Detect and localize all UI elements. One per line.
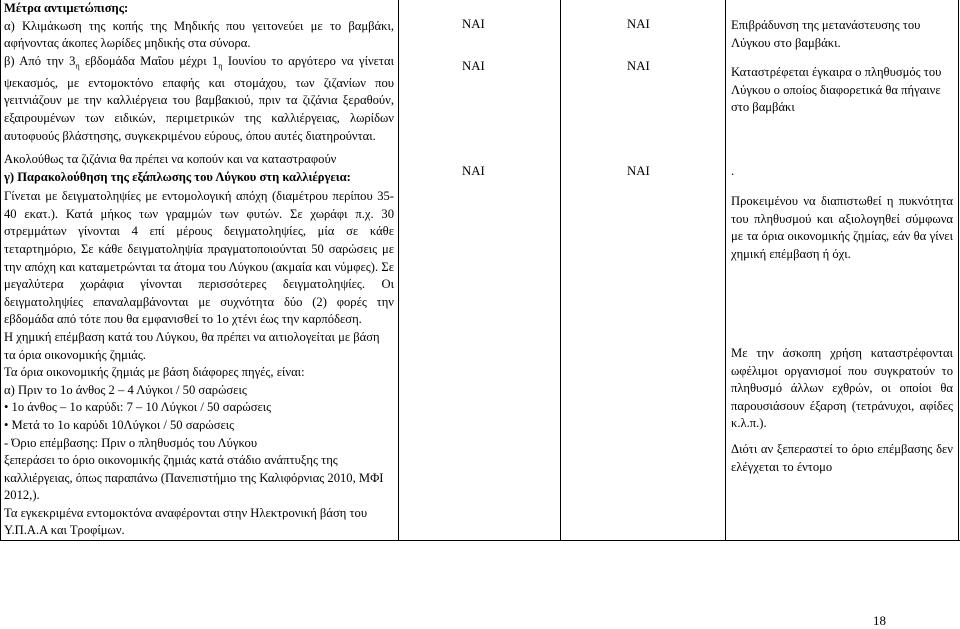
- effect-4: Με την άσκοπη χρήση καταστρέφονται ωφέλιμοι οργανισμοί που συγκρατούν το πληθυσμό άλλων εχθρών, οι οποίοι θα παρουσιάσουν έξαρση (τετράνυχοι, αφίδες κ.λ.π.).: [731, 346, 953, 431]
- effect-1: Επιβράδυνση της μετανάστευσης του Λύγκου στο βαμβάκι.: [731, 18, 921, 50]
- measure-a: α) Κλιμάκωση της κοπής της Μηδικής που γειτονεύει με το βαμβάκι, αφήνοντας άκοπες λωρίδες μηδικής στα σύνορα.: [4, 18, 394, 51]
- threshold-a: α) Πριν το 1ο άνθος 2 – 4 Λύγκοι / 50 σαρώσεις: [4, 382, 247, 397]
- col2-yes-2: ΝΑΙ: [462, 59, 485, 73]
- page-number: 18: [873, 613, 886, 628]
- follow-text: Ακολούθως τα ζιζάνια θα πρέπει να κοπούν και να καταστραφούν: [4, 152, 337, 166]
- table-line: [725, 0, 726, 540]
- chemical-intervention-text: Η χημική επέμβαση κατά του Λύγκου, θα πρέπει να αιτιολογείται με βάση τα όρια οικονομικής ζημιάς.: [4, 329, 380, 362]
- table-line: [560, 0, 561, 540]
- table-line: [958, 0, 959, 540]
- effect-2: Καταστρέφεται έγκαιρα ο πληθυσμός του Λύγκου ο οποίος διαφορετικά θα πήγαινε στο βαμβάκι: [731, 65, 942, 115]
- measures-block: [4, 0, 394, 145]
- threshold-bullet-2: • Μετά το 1ο καρύδι 10Λύγκοι / 50 σαρώσεις: [4, 417, 235, 432]
- effect-5: Διότι αν ξεπεραστεί το όριο επέμβασης δεν ελέγχεται το έντομο: [731, 442, 953, 474]
- threshold-bullet-1: • 1ο άνθος – 1ο καρύδι: 7 – 10 Λύγκοι / 50 σαρώσεις: [4, 400, 272, 415]
- col3-yes-3: ΝΑΙ: [627, 164, 650, 178]
- table-bottom-line: [0, 540, 960, 541]
- col3-yes-2: ΝΑΙ: [627, 59, 650, 73]
- col2-yes-3: ΝΑΙ: [462, 164, 485, 178]
- thresholds-intro: Τα όρια οικονομικής ζημιάς με βάση διάφορες πηγές, είναι:: [4, 365, 305, 380]
- table-line: [0, 0, 1, 540]
- effect-3-dot: .: [731, 164, 735, 178]
- col2-yes-1: ΝΑΙ: [462, 17, 485, 31]
- intervention-limit: - Όριο επέμβασης: Πριν ο πληθυσμός του Λύγκου: [4, 435, 258, 450]
- col3-yes-1: ΝΑΙ: [627, 17, 650, 31]
- effect-3: Προκειμένου να διαπιστωθεί η πυκνότητα του πληθυσμού και αξιολογηθεί σύμφωνα με τα όρια οικονομικής ζημίας, εάν θα γίνει χημική επέμβαση ή όχι.: [731, 194, 953, 261]
- monitoring-heading: γ) Παρακολούθηση της εξάπλωσης του Λύγκου στη καλλιέργεια:: [4, 169, 351, 184]
- measures-title: Μέτρα αντιμετώπισης:: [4, 1, 129, 15]
- measure-b: β) Από την $3_\eta$ εβδομάδα Μαΐου μέχρι $1_\eta$ Ιουνίου το αργότερο να γίνεται ψεκασμός, με εντομοκτόνο επαφής και στομάχου, των ζιζανίων που γειτνιάζουν με την καλλιέργεια του βαμβακιού, πριν τα ζιζάνια ξεραθούν, εξαιρουμένων των ειδικών, περιμετρικών της καλλιέργειας, λωρίδων αυτοφυούς βλάστησης, συγκεκριμένου εύρους, όπου αυτές διατηρούνται.: [4, 53, 394, 143]
- table-line: [398, 0, 399, 540]
- intervention-limit-cont: ξεπεράσει το όριο οικονομικής ζημιάς κατά στάδιο ανάπτυξης της καλλιέργειας, όπως παραπάνω (Πανεπιστήμιο της Καλιφόρνιας 2010, ΜΦΙ 2012,).: [4, 453, 384, 503]
- approved-insecticides: Τα εγκεκριμένα εντομοκτόνα αναφέρονται στην Ηλεκτρονική βάση του Υ.Π.Α.Α και Τροφίμων.: [4, 505, 368, 538]
- monitoring-block: [4, 151, 394, 540]
- monitoring-text: Γίνεται με δειγματοληψίες με εντομολογική απόχη (διαμέτρου περίπου 35-40 εκατ.). Κατά μήκος των γραμμών των φυτών. Σε χωράφι π.χ. 30 στρεμμάτων γίνονται 4 επί μέρους δειγματοληψίες, μία σε κάθε τεταρτημόριο, Σε κάθε δειγματοληψία πραγματοποιούνται 50 σαρώσεις με την απόχη και καταμετρώνται τα άτομα του Λύγκου (ακμαία και νύμφες). Σε μεγαλύτερα χωράφια γίνονται περισσότερες δειγματοληψίες. Οι δειγματοληψίες επαναλαμβάνονται με συχνότητα δύο (2) φορές την εβδομάδα από τότε που θα εμφανισθεί το 1ο χτένι έως την καρπόδεση.: [4, 189, 394, 327]
